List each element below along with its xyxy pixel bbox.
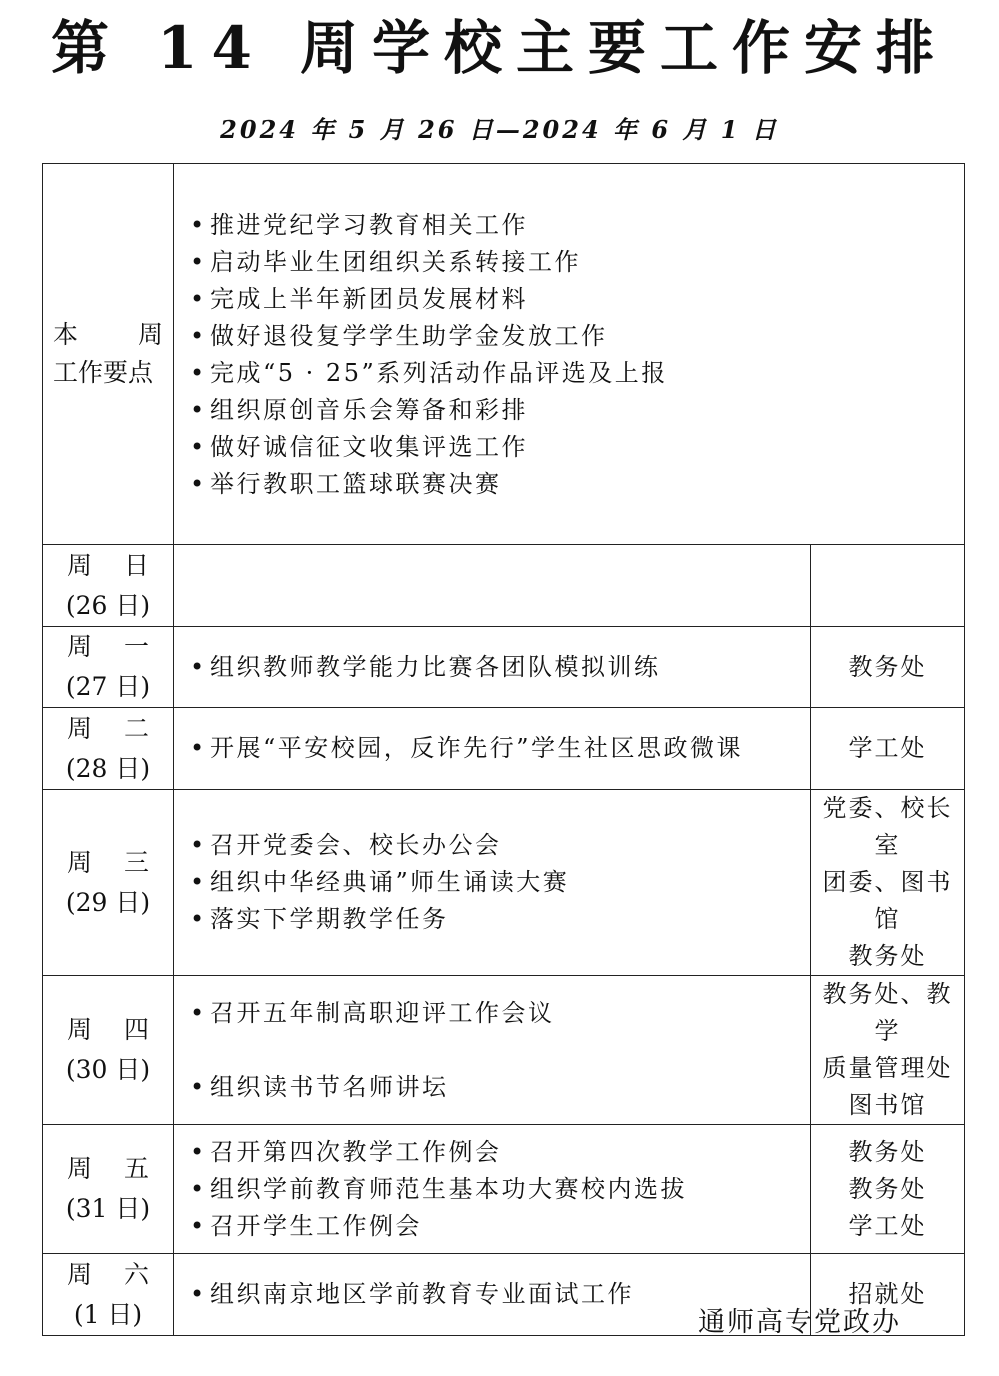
day-row-sunday xyxy=(43,545,965,627)
day-name-a: 周 xyxy=(67,847,93,877)
key-points-label-b: 周 xyxy=(137,320,163,349)
key-points-label xyxy=(43,164,174,545)
day-date: (31 日) xyxy=(65,1194,151,1223)
day-date: (29 日) xyxy=(65,887,151,917)
key-point-item: • 完成上半年新团员发展材料 xyxy=(190,281,964,318)
day-name-b: 一 xyxy=(123,632,149,661)
dept-label: 招就处 xyxy=(848,1280,927,1308)
day-label-cell xyxy=(43,627,174,708)
day-items-cell xyxy=(174,790,811,976)
key-point-item: • 完成“5 · 25”系列活动作品评选及上报 xyxy=(190,355,964,392)
day-dept-cell xyxy=(811,1125,965,1254)
day-items-list xyxy=(174,1134,810,1245)
day-item: • 组织南京地区学前教育专业面试工作 xyxy=(190,1276,810,1313)
dept-label: 图书馆 xyxy=(848,1091,927,1119)
day-row-monday xyxy=(43,627,965,708)
day-dept-cell xyxy=(811,627,965,708)
day-row-tuesday xyxy=(43,708,965,790)
day-date: (27 日) xyxy=(65,672,151,701)
key-points-label-line2: 工作要点 xyxy=(53,358,154,387)
day-name-b: 五 xyxy=(123,1154,149,1183)
day-dept-cell xyxy=(811,976,965,1125)
day-name-a: 周 xyxy=(67,1015,93,1044)
dept-label: 教务处 xyxy=(848,652,927,681)
dept-label: 质量管理处 xyxy=(822,1054,953,1082)
day-dept-cell xyxy=(811,790,965,976)
day-items-cell xyxy=(174,545,811,627)
day-label-cell xyxy=(43,790,174,976)
dept-label: 团委、图书馆 xyxy=(822,868,953,933)
day-dept-cell xyxy=(811,708,965,790)
dept-label: 学工处 xyxy=(848,734,927,762)
day-dept-cell xyxy=(811,545,965,627)
dept-label: 教务处 xyxy=(848,942,927,970)
day-row-friday xyxy=(43,1125,965,1254)
day-name-a: 周 xyxy=(67,1154,93,1183)
dept-label: 学工处 xyxy=(848,1211,927,1240)
key-point-item: • 组织原创音乐会筹备和彩排 xyxy=(190,392,964,429)
day-items-cell xyxy=(174,976,811,1125)
key-points-list xyxy=(174,207,964,503)
key-point-item: • 推进党纪学习教育相关工作 xyxy=(190,207,964,244)
day-item: • 组织读书节名师讲坛 xyxy=(190,1069,810,1106)
day-label-cell xyxy=(43,1125,174,1254)
date-range: 2024 年 5 月 26 日—2024 年 6 月 1 日 xyxy=(220,115,779,144)
day-name-b: 六 xyxy=(123,1259,149,1289)
day-label-cell xyxy=(43,545,174,627)
day-item: • 组织教师教学能力比赛各团队模拟训练 xyxy=(190,649,810,686)
key-point-item: • 做好诚信征文收集评选工作 xyxy=(190,429,964,466)
dept-label: 教务处、教学 xyxy=(822,980,953,1045)
day-item: • 组织学前教育师范生基本功大赛校内选拔 xyxy=(190,1171,810,1208)
day-item: • 召开第四次教学工作例会 xyxy=(190,1134,810,1171)
dept-label: 党委、校长室 xyxy=(822,794,953,859)
day-items-list xyxy=(174,730,810,767)
day-item: • 召开学生工作例会 xyxy=(190,1208,810,1245)
day-date: (28 日) xyxy=(65,753,151,783)
dept-label: 教务处 xyxy=(848,1137,927,1166)
key-point-item: • 启动毕业生团组织关系转接工作 xyxy=(190,244,964,281)
day-name-b: 二 xyxy=(123,713,149,743)
day-items-cell xyxy=(174,708,811,790)
day-date: (30 日) xyxy=(65,1055,151,1084)
day-row-wednesday xyxy=(43,790,965,976)
key-point-item: • 举行教职工篮球联赛决赛 xyxy=(190,466,964,503)
day-name-a: 周 xyxy=(67,713,93,743)
key-points-row xyxy=(43,164,965,545)
day-item: • 落实下学期教学任务 xyxy=(190,901,810,938)
key-point-item: • 做好退役复学学生助学金发放工作 xyxy=(190,318,964,355)
footer-signature: 通师高专党政办 xyxy=(698,1307,901,1338)
page-title: 第 14 周学校主要工作安排 xyxy=(50,14,949,82)
day-name-a: 周 xyxy=(67,1259,93,1289)
day-name-b: 日 xyxy=(123,550,149,580)
day-name-b: 三 xyxy=(123,847,149,877)
day-items-list xyxy=(174,649,810,686)
day-items-cell xyxy=(174,1125,811,1254)
day-item: • 开展“平安校园，反诈先行”学生社区思政微课 xyxy=(190,730,810,767)
schedule-table xyxy=(42,163,965,1336)
day-label-cell xyxy=(43,708,174,790)
day-item: • 召开五年制高职迎评工作会议 xyxy=(190,995,810,1032)
day-row-thursday xyxy=(43,976,965,1125)
day-item: • 组织中华经典诵”师生诵读大赛 xyxy=(190,864,810,901)
day-item: • 召开党委会、校长办公会 xyxy=(190,827,810,864)
day-name-a: 周 xyxy=(67,632,93,661)
day-name-a: 周 xyxy=(67,550,93,580)
day-label-cell xyxy=(43,1254,174,1336)
day-items-list xyxy=(174,827,810,938)
day-items-cell xyxy=(174,627,811,708)
day-date: (26 日) xyxy=(65,590,151,620)
dept-label: 教务处 xyxy=(848,1174,927,1203)
day-name-b: 四 xyxy=(123,1015,149,1044)
day-items-list xyxy=(174,995,810,1106)
key-points-list-cell xyxy=(174,164,965,545)
day-date: (1 日) xyxy=(73,1299,143,1329)
day-label-cell xyxy=(43,976,174,1125)
key-points-label-a: 本 xyxy=(53,320,79,349)
